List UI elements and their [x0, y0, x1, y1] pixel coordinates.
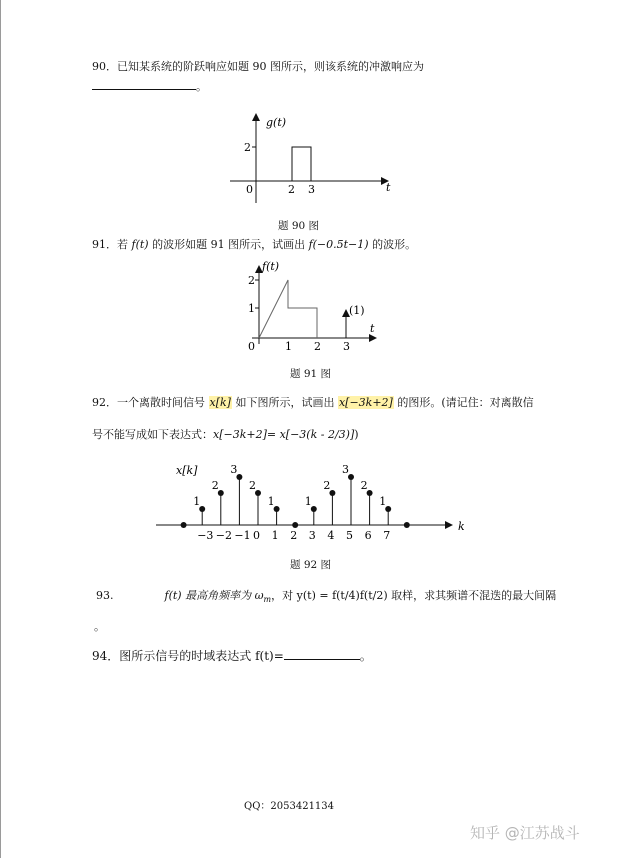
stem-point [236, 474, 242, 480]
stem-point [181, 522, 187, 528]
caption-91: 题 91 图 [290, 368, 332, 380]
fig90-origin: 0 [246, 183, 253, 196]
fig91-ylabel: f(t) [262, 260, 280, 273]
stem-value-label: 3 [230, 463, 238, 476]
fig92-xlabel: k [458, 520, 465, 533]
tick-label: −2 [215, 529, 233, 542]
q91-expr: f(−0.5t−1) [308, 238, 369, 251]
question-92-line-1: 92．一个离散时间信号 x[k] 如下图所示，试画出 x[−3k+2] 的图形。(请记住：对离散信 [92, 396, 534, 409]
tick-label: 4 [327, 529, 335, 542]
tick-label: −3 [197, 529, 214, 542]
stem-point [348, 474, 354, 480]
stem-point [218, 490, 224, 496]
fig91-origin: 0 [248, 340, 255, 353]
question-90-tail: 。 [196, 80, 207, 93]
fig91-ytick-2: 2 [248, 274, 255, 287]
stem-value-label: 1 [267, 495, 275, 508]
tick-label: −1 [234, 529, 251, 542]
caption-92: 题 92 图 [290, 559, 332, 571]
fig90-xlabel: t [386, 181, 391, 194]
stem-value-label: 2 [323, 479, 331, 492]
question-90-text [92, 60, 424, 74]
question-91-text: 91．若 f(t) 的波形如题 91 图所示，试画出 f(−0.5t−1) 的波形。 [92, 238, 417, 251]
stem-value-label: 2 [249, 479, 256, 492]
fig90-xtick-2: 2 [288, 183, 295, 196]
fig91-ytick-1: 1 [248, 302, 255, 315]
question-92-line-2: 号不能写成如下表达式：x[−3k+2]= x[−3(k - 2/3)]) [92, 428, 359, 441]
q93-number: 93. [96, 589, 114, 602]
fig92-ylabel: x[k] [176, 464, 198, 477]
stem-point [255, 490, 261, 496]
stem-value-label: 1 [304, 495, 312, 508]
fig90-ylabel: g(t) [266, 116, 287, 129]
tick-label: 7 [383, 529, 391, 542]
question-90-line: 90．已知某系统的阶跃响应如题 90 图所示，则该系统的冲激响应为 [92, 60, 424, 73]
question-90-answer [92, 78, 207, 94]
caption-90: 题 90 图 [278, 220, 320, 232]
fig91-waveform [259, 280, 317, 338]
fig91-impulse-label: (1) [349, 304, 365, 317]
fig90-pulse [292, 147, 311, 181]
q92-expr: x[−3k+2] [338, 396, 393, 409]
fig90-xtick-3: 3 [308, 183, 315, 196]
tick-label: 5 [346, 529, 353, 542]
fig91-xtick-3: 3 [343, 340, 350, 353]
tick-label: 3 [308, 529, 316, 542]
stem-point [404, 522, 410, 528]
question-93-line-2: 。 [94, 620, 105, 633]
footer-qq: QQ：2053421134 [244, 801, 335, 812]
fig90-ytick-label: 2 [244, 141, 251, 154]
stem-point [292, 522, 298, 528]
stem-value-label: 3 [342, 463, 349, 476]
q92-signal: x[k] [209, 396, 231, 409]
tick-label: 0 [253, 529, 260, 542]
fig91-xtick-1: 1 [285, 340, 292, 353]
page-left-rule [0, 0, 1, 858]
tick-label: 2 [290, 529, 298, 542]
tick-label: 6 [364, 529, 372, 542]
stem-point [311, 506, 317, 512]
fig91-xlabel: t [370, 322, 375, 335]
stem-value-label: 2 [211, 479, 219, 492]
stem-point [367, 490, 373, 496]
q91-f: f(t) [131, 238, 149, 251]
stem-value-label: 1 [193, 495, 201, 508]
fig91-xtick-2: 2 [314, 340, 321, 353]
figure-90 [220, 108, 410, 208]
stem-value-label: 2 [360, 479, 368, 492]
answer-blank-90[interactable] [92, 78, 196, 90]
q92-line2-expr: x[−3k+2]= x[−3(k - 2/3)] [213, 428, 355, 441]
figure-92-stem-chart [150, 460, 480, 550]
stem-point [199, 506, 205, 512]
watermark: 知乎 @江苏战斗 [470, 824, 580, 842]
stem-point [274, 506, 280, 512]
answer-blank-94[interactable] [284, 648, 360, 660]
stem-value-label: 1 [379, 495, 387, 508]
question-94-text: 94．图所示信号的时域表达式 f(t)= 。 [92, 649, 372, 663]
tick-label: 1 [271, 529, 279, 542]
figure-91 [236, 256, 386, 356]
stem-point [329, 490, 335, 496]
question-93-line-1: 93. f(t) 最高角频率为 $\omega_m$，对 y(t) = f(t/4)f(t/2) 取样，求其频谱不混迭的最大间隔 [96, 589, 557, 605]
stem-point [385, 506, 391, 512]
